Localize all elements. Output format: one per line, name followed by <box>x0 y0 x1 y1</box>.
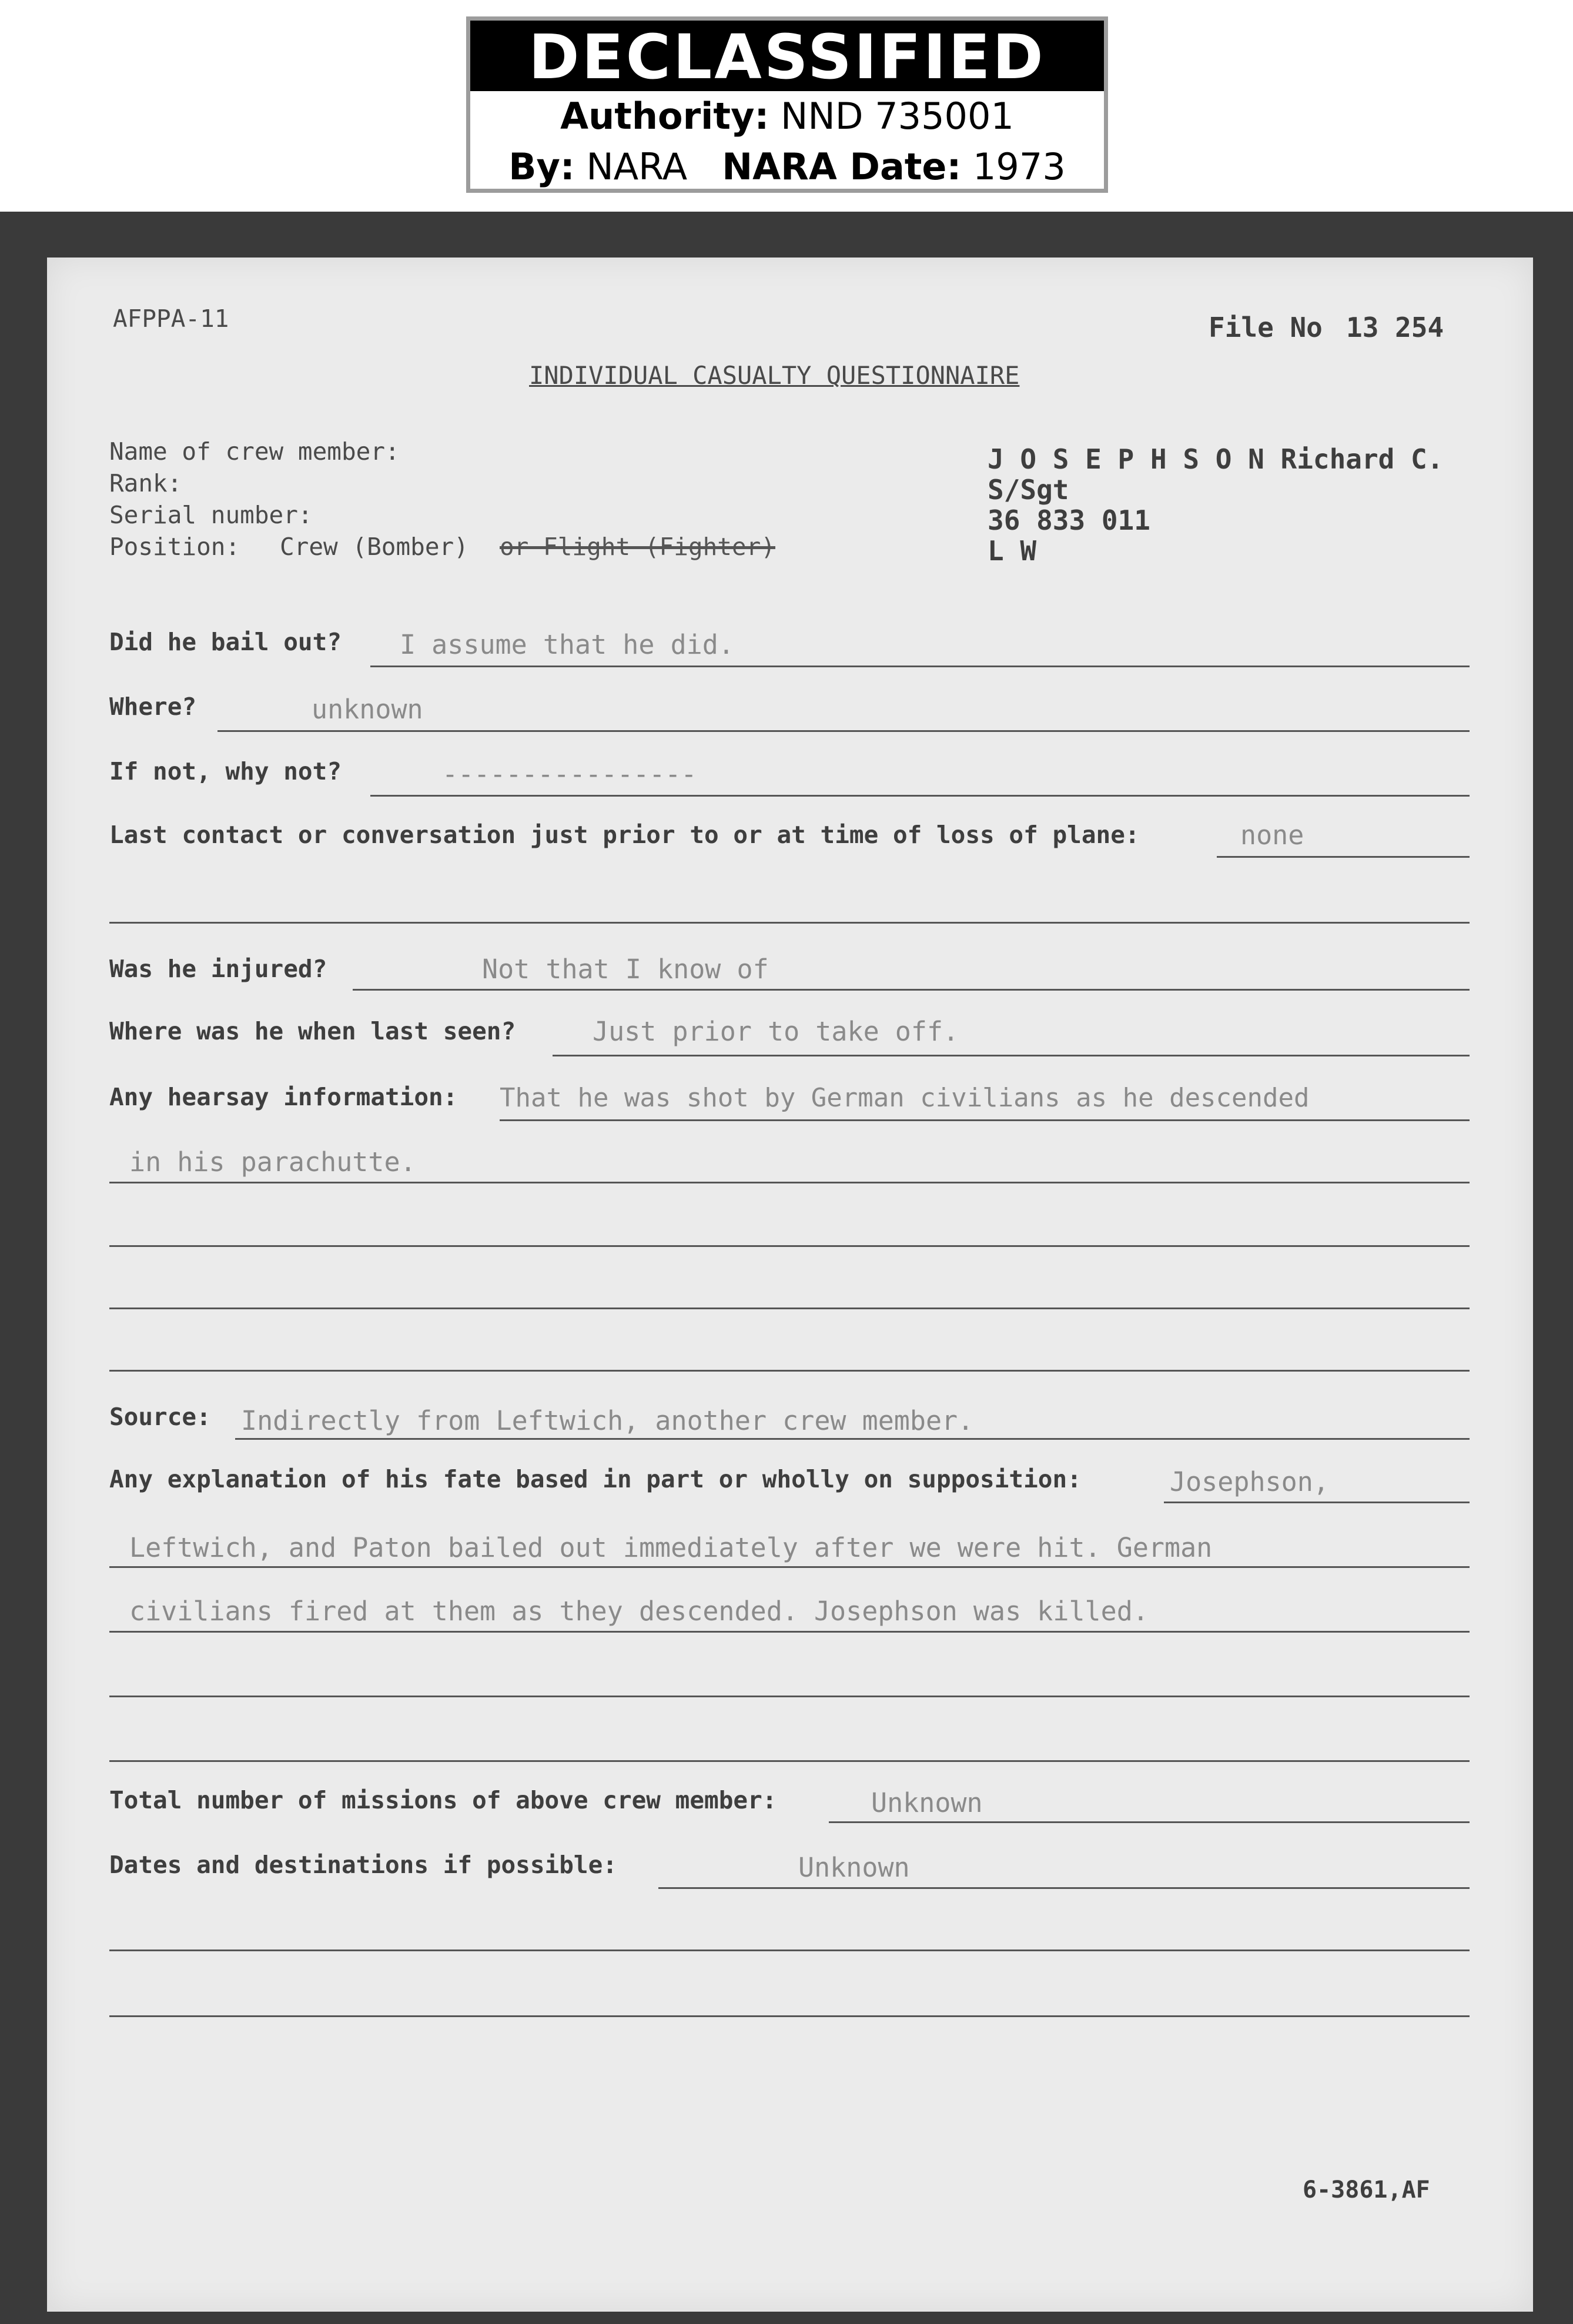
form-id: AFPPA-11 <box>113 305 229 333</box>
stamp-authority <box>470 91 1104 142</box>
injured-label: Was he injured? <box>109 955 327 983</box>
bail-out-line <box>370 666 1470 667</box>
footer-form-code: 6-3861,AF <box>1303 2176 1430 2203</box>
dates-line <box>658 1887 1470 1889</box>
dates-answer: Unknown <box>798 1852 910 1883</box>
injured-line <box>353 989 1470 991</box>
name-label: Name of crew member: <box>109 437 400 466</box>
why-not-answer: ---------------- <box>442 758 697 790</box>
where-answer: unknown <box>312 694 423 725</box>
last-contact-label: Last contact or conversation just prior to or at time of loss of plane: <box>109 821 1140 849</box>
bail-out-label: Did he bail out? <box>109 628 342 656</box>
crew-member-position-code: L W <box>988 535 1037 567</box>
source-answer: Indirectly from Leftwich, another crew member. <box>241 1405 974 1436</box>
where-line <box>217 730 1470 732</box>
explanation-line-2 <box>109 1566 1470 1568</box>
explanation-answer-line-2: Leftwich, and Paton bailed out immediately after we were hit. German <box>129 1532 1213 1563</box>
explanation-line-3 <box>109 1631 1470 1633</box>
rank-label: Rank: <box>109 469 182 497</box>
blank-line <box>109 1950 1470 1951</box>
last-seen-answer: Just prior to take off. <box>593 1016 959 1047</box>
questionnaire-page <box>47 258 1533 2312</box>
declassified-stamp <box>466 16 1108 193</box>
last-seen-label: Where was he when last seen? <box>109 1017 516 1045</box>
explanation-answer-line-1: Josephson, <box>1170 1466 1329 1497</box>
stamp-by-label: By: <box>508 145 575 188</box>
last-seen-line <box>553 1055 1470 1056</box>
stamp-authority-value: NND 735001 <box>781 95 1014 138</box>
file-no-label: File No <box>1209 312 1323 343</box>
blank-line <box>109 1696 1470 1697</box>
hearsay-label: Any hearsay information: <box>109 1083 458 1111</box>
crew-member-name: J O S E P H S O N Richard C. <box>988 443 1444 475</box>
missions-label: Total number of missions of above crew member: <box>109 1786 777 1814</box>
missions-answer: Unknown <box>871 1787 983 1818</box>
explanation-line-1 <box>1164 1502 1470 1503</box>
injured-answer: Not that I know of <box>482 954 769 985</box>
source-line <box>235 1438 1470 1440</box>
crew-member-rank: S/Sgt <box>988 474 1069 506</box>
stamp-date-label: NARA Date: <box>722 145 962 188</box>
hearsay-answer-line-2: in his parachutte. <box>129 1146 416 1178</box>
missions-line <box>829 1821 1470 1823</box>
source-label: Source: <box>109 1403 211 1431</box>
bail-out-answer: I assume that he did. <box>400 629 734 660</box>
serial-label: Serial number: <box>109 501 313 529</box>
blank-line <box>109 922 1470 924</box>
explanation-answer-line-3: civilians fired at them as they descended. Josephson was killed. <box>129 1596 1149 1627</box>
file-no-value: 13 254 <box>1346 312 1444 343</box>
blank-line <box>109 1370 1470 1372</box>
position-value: Crew (Bomber) <box>280 533 468 561</box>
blank-line <box>109 2015 1470 2017</box>
blank-line <box>109 1760 1470 1762</box>
why-not-line <box>370 795 1470 797</box>
blank-line <box>109 1308 1470 1309</box>
stamp-title: DECLASSIFIED <box>470 21 1104 91</box>
position-struck-text: or Flight (Fighter) <box>500 533 775 561</box>
last-contact-line <box>1217 856 1470 858</box>
stamp-date-value: 1973 <box>972 145 1066 188</box>
hearsay-line-1 <box>500 1119 1470 1121</box>
hearsay-line-2 <box>109 1182 1470 1183</box>
hearsay-answer-line-1: That he was shot by German civilians as he descended <box>500 1083 1310 1113</box>
explanation-label: Any explanation of his fate based in part or wholly on supposition: <box>109 1465 1082 1493</box>
dates-label: Dates and destinations if possible: <box>109 1851 617 1879</box>
stamp-authority-label: Authority: <box>560 95 769 138</box>
position-label: Position: <box>109 533 240 561</box>
where-label: Where? <box>109 693 197 721</box>
blank-line <box>109 1245 1470 1247</box>
stamp-by-value: NARA <box>586 145 688 188</box>
last-contact-answer: none <box>1240 820 1304 851</box>
form-title: INDIVIDUAL CASUALTY QUESTIONNAIRE <box>529 361 1020 390</box>
stamp-by-date <box>470 142 1104 192</box>
why-not-label: If not, why not? <box>109 757 342 785</box>
crew-member-serial: 36 833 011 <box>988 504 1150 536</box>
